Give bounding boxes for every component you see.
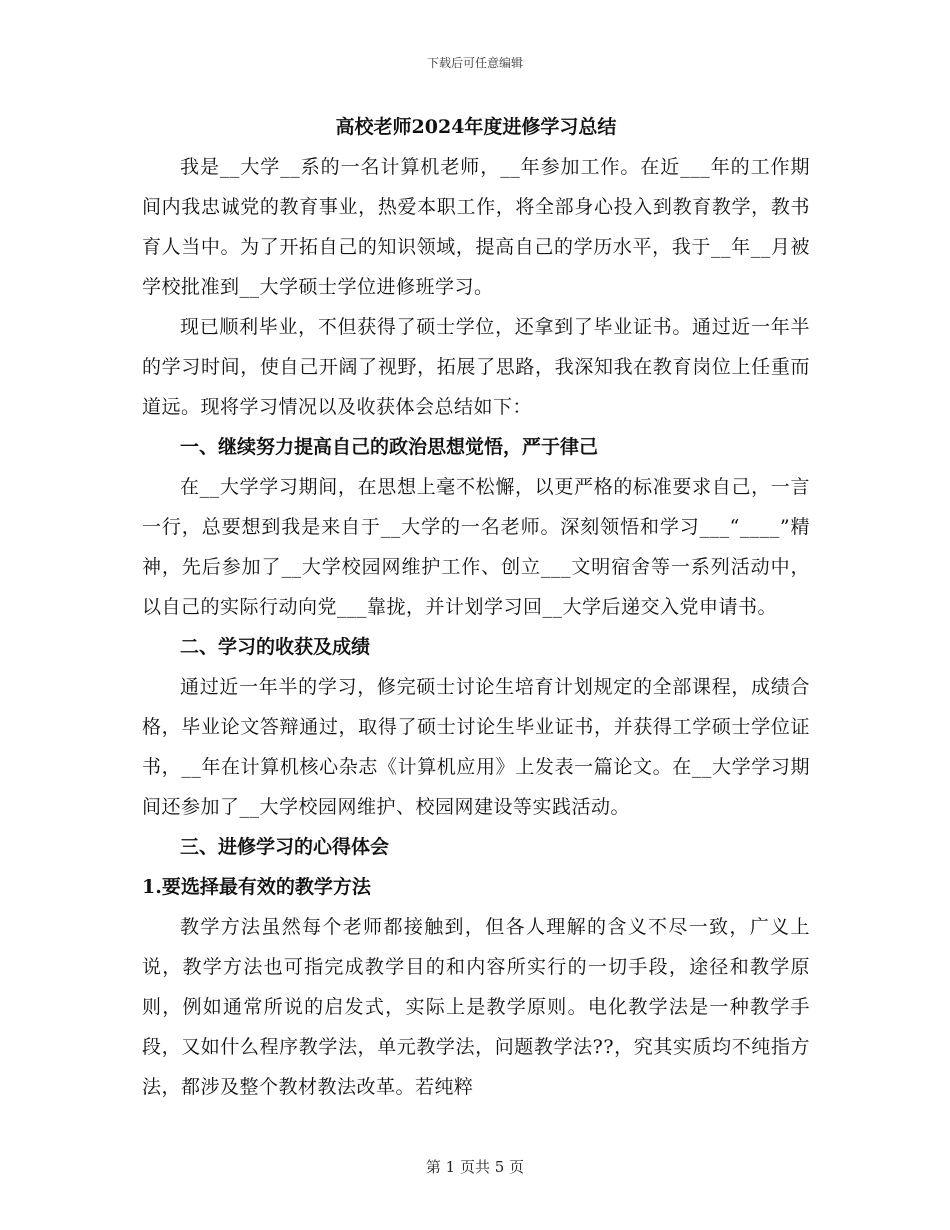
paragraph-3: 在__大学学习期间，在思想上毫不松懈，以更严格的标准要求自己，一言一行，总要想到我是来自于__大学的一名老师。深刻领悟和学习___“____”精神，先后参加了__大学校园网维护工作、创立___文明宿舍等一系列活动中，以自己的实际行动向党___靠拢，并计划学习回__大学后递交入党申请书。 xyxy=(142,476,810,618)
section-heading-2: 二、学习的收获及成绩 xyxy=(180,636,371,658)
section-heading-3: 三、进修学习的心得体会 xyxy=(180,836,390,858)
page-header-note: 下载后可任意编辑 xyxy=(426,56,523,70)
paragraph-1: 我是__大学__系的一名计算机老师，__年参加工作。在近___年的工作期间内我忠诚党的教育事业，热爱本职工作，将全部身心投入到教育教学，教书育人当中。为了开拓自己的知识领域，提高自己的学历水平，我于__年__月被学校批准到__大学硕士学位进修班学习。 xyxy=(142,156,810,298)
subsection-heading-1: 1.要选择最有效的教学方法 xyxy=(142,876,371,898)
document-title: 高校老师2024年度进修学习总结 xyxy=(335,116,617,138)
paragraph-5: 教学方法虽然每个老师都接触到，但各人理解的含义不尽一致，广义上说，教学方法也可指完成教学目的和内容所实行的一切手段，途径和教学原则，例如通常所说的启发式，实际上是教学原则。电化教学法是一种教学手段，又如什么程序教学法，单元教学法，问题教学法??，究其实质均不纯指方法，都涉及整个教材教法改革。若纯粹 xyxy=(142,916,810,1098)
paragraph-4: 通过近一年半的学习，修完硕士讨论生培育计划规定的全部课程，成绩合格，毕业论文答辩通过，取得了硕士讨论生毕业证书，并获得工学硕士学位证书，__年在计算机核心杂志《计算机应用》上发表一篇论文。在__大学学习期间还参加了__大学校园网维护、校园网建设等实践活动。 xyxy=(142,676,810,818)
document-body xyxy=(142,107,810,1107)
page-number: 第 1 页共 5 页 xyxy=(425,1158,525,1176)
paragraph-2: 现已顺利毕业，不但获得了硕士学位，还拿到了毕业证书。通过近一年半的学习时间，使自己开阔了视野，拓展了思路，我深知我在教育岗位上任重而道远。现将学习情况以及收获体会总结如下： xyxy=(142,316,810,418)
section-heading-1: 一、继续努力提高自己的政治思想觉悟，严于律己 xyxy=(180,436,599,458)
